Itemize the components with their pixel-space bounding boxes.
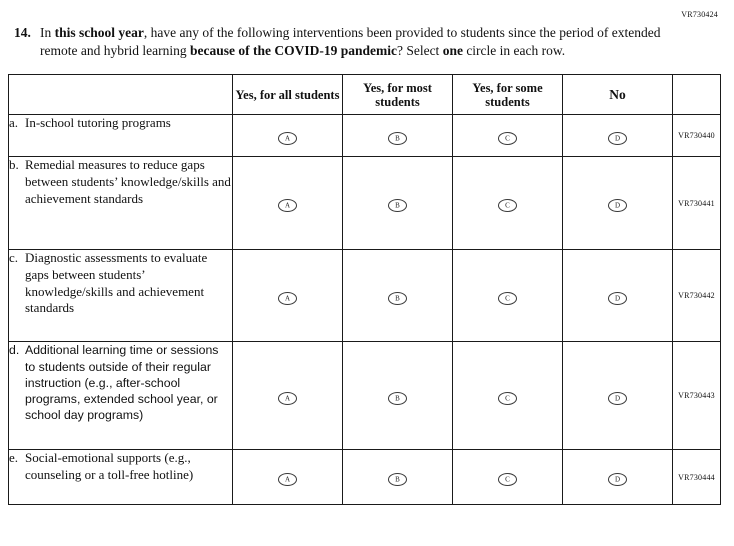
option-cell <box>343 342 453 450</box>
option-cell <box>453 157 563 250</box>
option-letter: A <box>284 294 291 303</box>
row-label: In-school tutoring programs <box>25 115 171 131</box>
option-cell <box>343 115 453 157</box>
header-blank <box>9 75 233 115</box>
row-label: Remedial measures to reduce gaps between students’ knowledge/skills and achievement standards <box>25 157 231 206</box>
option-circle[interactable] <box>278 292 297 305</box>
question-block <box>0 0 734 60</box>
header-yes-all: Yes, for all students <box>233 75 343 115</box>
option-circle[interactable] <box>498 199 517 212</box>
option-cell <box>233 450 343 505</box>
row-letter: b. <box>9 157 19 173</box>
option-cell <box>563 250 673 342</box>
option-circle[interactable] <box>608 392 627 405</box>
option-letter: C <box>505 475 510 484</box>
question-text-part: In <box>40 25 55 40</box>
option-circle[interactable] <box>498 392 517 405</box>
option-circle[interactable] <box>388 199 407 212</box>
response-table <box>8 74 721 505</box>
option-letter: B <box>395 294 400 303</box>
option-cell <box>563 450 673 505</box>
row-letter: d. <box>9 343 20 358</box>
row-code: VR730440 <box>673 115 721 157</box>
option-circle[interactable] <box>498 473 517 486</box>
question-text-bold: one <box>442 43 463 59</box>
option-letter: C <box>505 394 510 403</box>
option-letter: A <box>284 134 291 143</box>
row-label: Diagnostic assessments to evaluate gaps between students’ knowledge/skills and achievement standards <box>25 250 208 316</box>
option-letter: A <box>284 394 291 403</box>
option-letter: C <box>505 134 510 143</box>
row-code: VR730442 <box>673 250 721 342</box>
form-code: VR730424 <box>681 10 718 19</box>
option-letter: D <box>614 134 621 143</box>
option-letter: B <box>395 475 400 484</box>
row-letter: a. <box>9 115 19 131</box>
row-label-cell <box>9 450 233 505</box>
question-text <box>40 24 670 60</box>
option-cell <box>563 342 673 450</box>
option-circle[interactable] <box>498 132 517 145</box>
option-cell <box>453 250 563 342</box>
option-letter: B <box>395 201 400 210</box>
option-circle[interactable] <box>388 473 407 486</box>
option-cell <box>563 157 673 250</box>
option-cell <box>453 115 563 157</box>
option-circle[interactable] <box>498 292 517 305</box>
option-letter: D <box>614 294 621 303</box>
option-circle[interactable] <box>608 292 627 305</box>
row-label-cell <box>9 342 233 450</box>
option-cell <box>563 115 673 157</box>
header-yes-some: Yes, for some students <box>453 75 563 115</box>
option-letter: D <box>614 475 621 484</box>
row-letter: c. <box>9 250 19 266</box>
row-label-cell <box>9 250 233 342</box>
option-cell <box>233 342 343 450</box>
row-label: Additional learning time or sessions to students outside of their regular instruction (e.g., after-school programs, extended school year, or school day programs) <box>25 343 219 423</box>
option-cell <box>233 115 343 157</box>
question-text-part: , have any of the following interventions been provided to students since the period of extended remote and hybrid learning <box>40 25 661 59</box>
option-circle[interactable] <box>278 392 297 405</box>
row-code: VR730444 <box>673 450 721 505</box>
option-cell <box>453 450 563 505</box>
option-circle[interactable] <box>278 473 297 486</box>
row-letter: e. <box>9 450 19 466</box>
option-letter: A <box>284 201 291 210</box>
option-letter: B <box>395 134 400 143</box>
row-code: VR730443 <box>673 342 721 450</box>
option-circle[interactable] <box>608 199 627 212</box>
table-header-row <box>9 75 721 115</box>
row-label-cell <box>9 115 233 157</box>
option-letter: D <box>614 201 621 210</box>
question-text-part: circle in each row. <box>462 43 566 59</box>
option-cell <box>343 157 453 250</box>
question-text-bold: this school year <box>54 25 144 40</box>
option-circle[interactable] <box>608 473 627 486</box>
question-text-bold: because of the COVID-19 pandemic <box>189 43 397 59</box>
option-circle[interactable] <box>608 132 627 145</box>
option-circle[interactable] <box>388 292 407 305</box>
table-row <box>9 115 721 157</box>
option-letter: C <box>505 201 510 210</box>
option-letter: B <box>395 394 400 403</box>
option-circle[interactable] <box>388 132 407 145</box>
option-cell <box>453 342 563 450</box>
question-text-part: ? Select <box>396 43 443 59</box>
row-code: VR730441 <box>673 157 721 250</box>
option-cell <box>233 157 343 250</box>
table-row <box>9 157 721 250</box>
option-cell <box>343 450 453 505</box>
table-row <box>9 450 721 505</box>
option-circle[interactable] <box>278 199 297 212</box>
table-row <box>9 342 721 450</box>
option-letter: D <box>614 394 621 403</box>
option-letter: C <box>505 294 510 303</box>
table-row <box>9 250 721 342</box>
option-letter: A <box>284 475 291 484</box>
header-blank-code <box>673 75 721 115</box>
option-cell <box>343 250 453 342</box>
option-circle[interactable] <box>278 132 297 145</box>
option-circle[interactable] <box>388 392 407 405</box>
row-label: Social-emotional supports (e.g., counseling or a toll-free hotline) <box>25 450 194 483</box>
header-no: No <box>563 75 673 115</box>
question-number: 14. <box>14 25 31 40</box>
row-label-cell <box>9 157 233 250</box>
option-cell <box>233 250 343 342</box>
header-yes-most: Yes, for most students <box>343 75 453 115</box>
